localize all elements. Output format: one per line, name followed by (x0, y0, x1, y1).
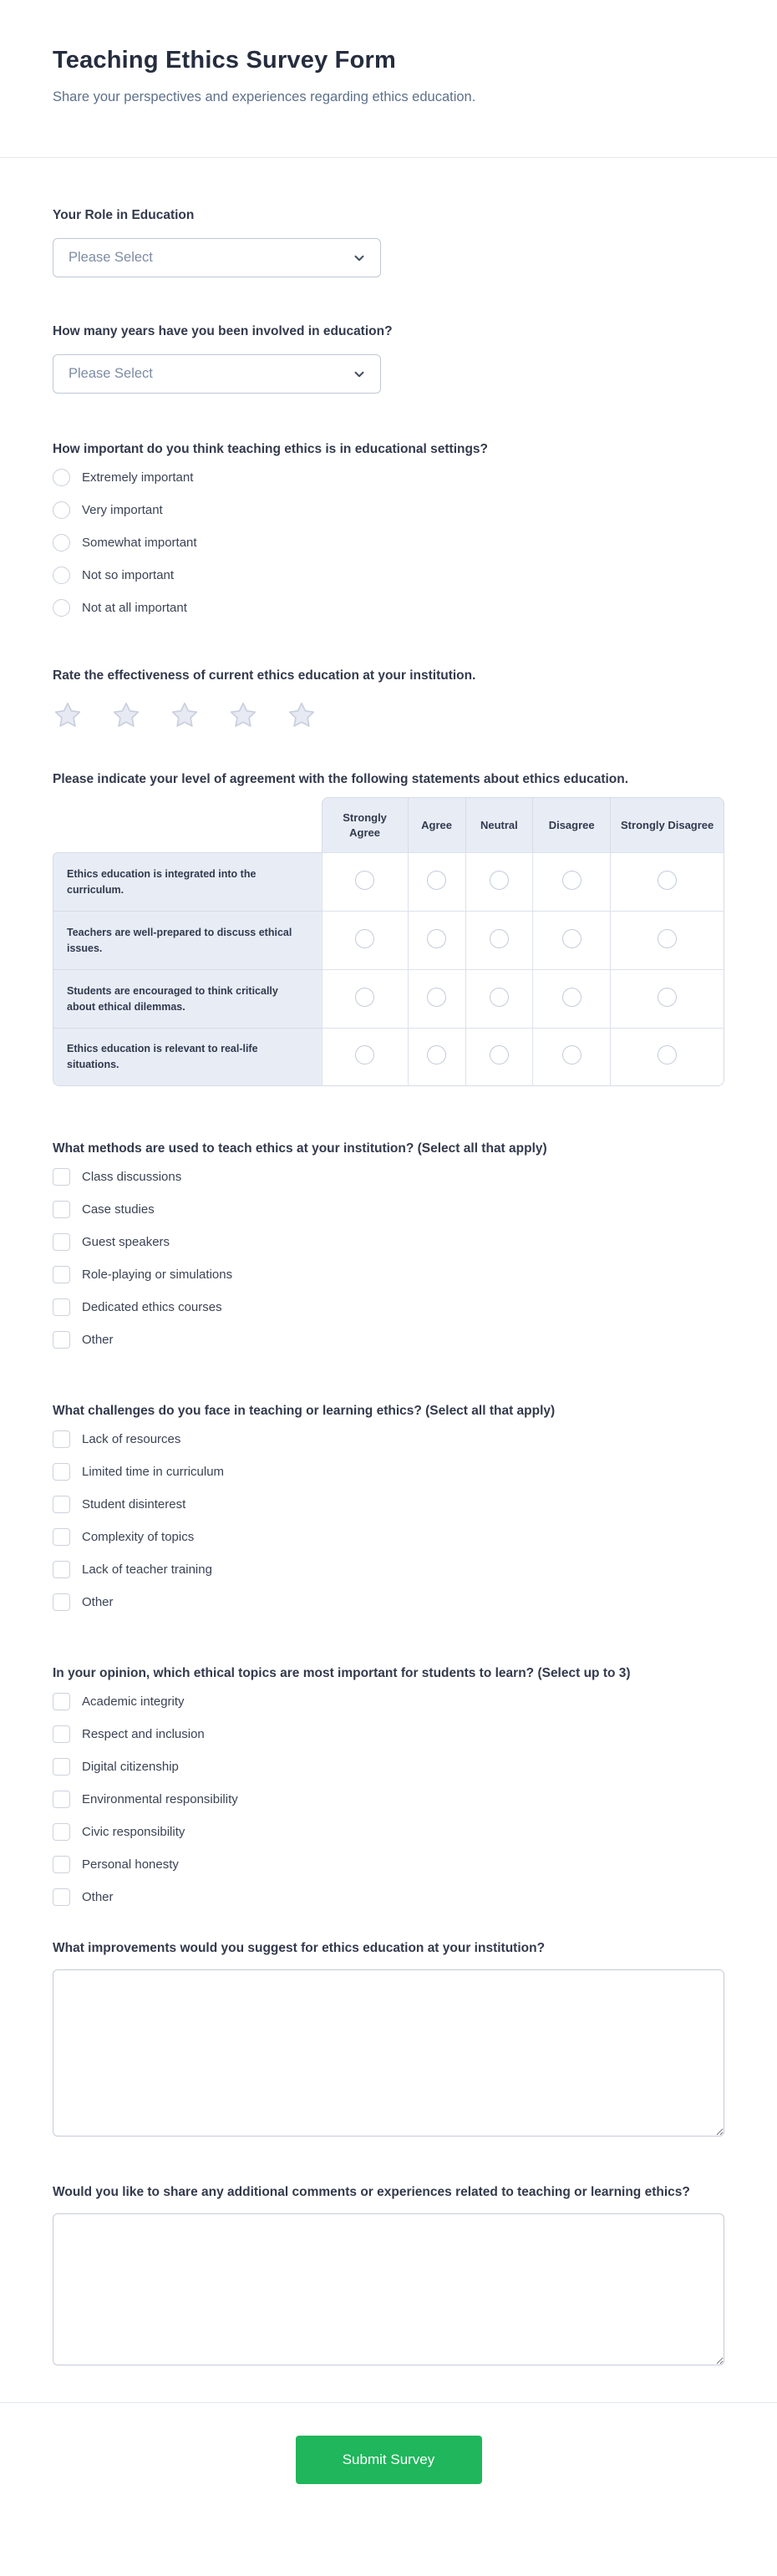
page-title: Teaching Ethics Survey Form (53, 47, 396, 74)
checkbox[interactable] (53, 1561, 70, 1578)
checkbox[interactable] (53, 1430, 70, 1448)
checkbox[interactable] (53, 1463, 70, 1481)
checkbox-option (53, 1725, 724, 1743)
star-rating (53, 700, 724, 730)
question-label-improvements: What improvements would you suggest for ethics education at your institution? (53, 1941, 546, 1955)
role-select-placeholder: Please Select (69, 250, 153, 265)
matrix-row (53, 1028, 724, 1086)
matrix-cell (610, 852, 724, 911)
checkbox-option-label: Academic integrity (82, 1694, 185, 1709)
star-icon[interactable] (287, 700, 317, 730)
checkbox-option-label: Other (82, 1333, 114, 1347)
radio-option-label: Very important (82, 503, 163, 517)
checkbox[interactable] (53, 1791, 70, 1808)
matrix-row (53, 852, 724, 911)
matrix-cell (408, 969, 465, 1028)
importance-radio-group (53, 469, 724, 617)
matrix-cell (408, 911, 465, 969)
radio-button[interactable] (53, 501, 70, 519)
checkbox-option-label: Lack of resources (82, 1432, 181, 1446)
radio-button[interactable] (53, 599, 70, 617)
star-icon[interactable] (170, 700, 200, 730)
radio-option (53, 567, 724, 584)
checkbox[interactable] (53, 1758, 70, 1776)
chevron-down-icon (352, 251, 367, 266)
question-label-topics: In your opinion, which ethical topics are most important for students to learn? (Select up to 3) (53, 1666, 631, 1680)
checkbox-option (53, 1856, 724, 1873)
years-select[interactable] (53, 354, 381, 394)
checkbox[interactable] (53, 1693, 70, 1710)
methods-checkbox-group (53, 1168, 724, 1349)
matrix-cell (465, 852, 532, 911)
topics-checkbox-group (53, 1693, 724, 1906)
matrix-cell (465, 1028, 532, 1086)
checkbox-option (53, 1823, 724, 1841)
matrix-cell (408, 852, 465, 911)
checkbox[interactable] (53, 1496, 70, 1513)
checkbox-option (53, 1430, 724, 1448)
checkbox-option (53, 1888, 724, 1906)
radio-option-label: Somewhat important (82, 536, 197, 550)
matrix-row-label: Ethics education is relevant to real-life situations. (53, 1028, 322, 1086)
agreement-matrix-table (53, 797, 724, 1086)
checkbox-option (53, 1168, 724, 1186)
question-label-challenges: What challenges do you face in teaching or learning ethics? (Select all that apply) (53, 1404, 556, 1418)
chevron-down-icon (352, 367, 367, 382)
matrix-cell (322, 911, 408, 969)
matrix-column-header: Neutral (465, 797, 532, 852)
radio-button[interactable] (53, 469, 70, 486)
checkbox-option-label: Respect and inclusion (82, 1727, 205, 1741)
matrix-cell (610, 1028, 724, 1086)
star-icon[interactable] (228, 700, 258, 730)
radio-button[interactable] (355, 929, 374, 948)
radio-button[interactable] (658, 929, 677, 948)
question-label-methods: What methods are used to teach ethics at your institution? (Select all that apply) (53, 1141, 547, 1156)
checkbox-option-label: Digital citizenship (82, 1760, 179, 1774)
checkbox[interactable] (53, 1233, 70, 1251)
checkbox-option (53, 1298, 724, 1316)
question-label-comments: Would you like to share any additional comments or experiences related to teaching or learning ethics? (53, 2185, 690, 2199)
radio-button[interactable] (427, 929, 446, 948)
radio-button[interactable] (562, 871, 581, 890)
matrix-column-header: Disagree (532, 797, 610, 852)
matrix-row-label: Ethics education is integrated into the curriculum. (53, 852, 322, 911)
matrix-column-header: Agree (408, 797, 465, 852)
page-subtitle: Share your perspectives and experiences regarding ethics education. (53, 89, 476, 104)
checkbox[interactable] (53, 1856, 70, 1873)
matrix-cell (532, 1028, 610, 1086)
improvements-textarea[interactable] (53, 1969, 724, 2137)
checkbox[interactable] (53, 1331, 70, 1349)
radio-button[interactable] (562, 988, 581, 1007)
matrix-cell (532, 911, 610, 969)
checkbox-option-label: Environmental responsibility (82, 1792, 238, 1806)
radio-button[interactable] (490, 1045, 509, 1064)
checkbox-option-label: Case studies (82, 1202, 155, 1217)
matrix-column-header: Strongly Disagree (610, 797, 724, 852)
checkbox-option-label: Personal honesty (82, 1857, 179, 1872)
question-label-importance: How important do you think teaching ethics is in educational settings? (53, 442, 489, 456)
radio-option (53, 599, 724, 617)
radio-button[interactable] (658, 1045, 677, 1064)
checkbox-option-label: Limited time in curriculum (82, 1465, 225, 1479)
radio-button[interactable] (427, 1045, 446, 1064)
checkbox[interactable] (53, 1201, 70, 1218)
matrix-row (53, 969, 724, 1028)
checkbox[interactable] (53, 1888, 70, 1906)
radio-option-label: Extremely important (82, 470, 194, 485)
checkbox-option-label: Role-playing or simulations (82, 1268, 233, 1282)
radio-button[interactable] (427, 988, 446, 1007)
matrix-cell (610, 911, 724, 969)
checkbox-option-label: Civic responsibility (82, 1825, 185, 1839)
matrix-row-label: Students are encouraged to think critically about ethical dilemmas. (53, 969, 322, 1028)
years-select-placeholder: Please Select (69, 366, 153, 381)
role-select[interactable] (53, 238, 381, 277)
question-label-effectiveness: Rate the effectiveness of current ethics education at your institution. (53, 668, 476, 683)
matrix-cell (322, 969, 408, 1028)
radio-button[interactable] (490, 929, 509, 948)
challenges-checkbox-group (53, 1430, 724, 1611)
checkbox-option (53, 1561, 724, 1578)
radio-button[interactable] (658, 988, 677, 1007)
checkbox-option-label: Dedicated ethics courses (82, 1300, 222, 1314)
checkbox-option (53, 1201, 724, 1218)
checkbox-option (53, 1233, 724, 1251)
matrix-cell (408, 1028, 465, 1086)
star-icon[interactable] (53, 700, 83, 730)
checkbox[interactable] (53, 1298, 70, 1316)
matrix-cell (465, 969, 532, 1028)
radio-option-label: Not so important (82, 568, 175, 582)
form-header (0, 0, 777, 107)
question-label-years: How many years have you been involved in education? (53, 324, 393, 338)
question-label-agreement: Please indicate your level of agreement with the following statements about ethics education. (53, 772, 629, 786)
star-icon[interactable] (111, 700, 141, 730)
matrix-column-header: Strongly Agree (322, 797, 408, 852)
checkbox-option-label: Other (82, 1890, 114, 1904)
checkbox[interactable] (53, 1528, 70, 1546)
form-body (0, 206, 777, 2365)
checkbox[interactable] (53, 1168, 70, 1186)
checkbox-option (53, 1463, 724, 1481)
header-divider (0, 157, 777, 158)
radio-option-label: Not at all important (82, 601, 187, 615)
matrix-cell (610, 969, 724, 1028)
checkbox-option-label: Complexity of topics (82, 1530, 195, 1544)
matrix-cell (532, 969, 610, 1028)
checkbox-option (53, 1331, 724, 1349)
radio-button[interactable] (53, 567, 70, 584)
checkbox-option (53, 1528, 724, 1546)
checkbox-option-label: Class discussions (82, 1170, 182, 1184)
submit-area (0, 2403, 777, 2526)
checkbox[interactable] (53, 1725, 70, 1743)
comments-textarea[interactable] (53, 2213, 724, 2365)
submit-button[interactable]: Submit Survey (296, 2436, 482, 2484)
radio-button[interactable] (427, 871, 446, 890)
checkbox[interactable] (53, 1823, 70, 1841)
matrix-corner-cell (53, 797, 322, 852)
radio-button[interactable] (490, 988, 509, 1007)
checkbox-option (53, 1758, 724, 1776)
matrix-row (53, 911, 724, 969)
checkbox-option-label: Lack of teacher training (82, 1562, 212, 1577)
radio-button[interactable] (490, 871, 509, 890)
matrix-cell (532, 852, 610, 911)
radio-button[interactable] (355, 988, 374, 1007)
checkbox[interactable] (53, 1266, 70, 1283)
matrix-row-label: Teachers are well-prepared to discuss ethical issues. (53, 911, 322, 969)
checkbox-option-label: Other (82, 1595, 114, 1609)
checkbox-option (53, 1496, 724, 1513)
matrix-cell (322, 852, 408, 911)
radio-button[interactable] (658, 871, 677, 890)
radio-option (53, 501, 724, 519)
matrix-header-row (53, 797, 724, 852)
checkbox-option-label: Guest speakers (82, 1235, 170, 1249)
matrix-cell (322, 1028, 408, 1086)
radio-option (53, 469, 724, 486)
checkbox-option (53, 1791, 724, 1808)
checkbox-option (53, 1693, 724, 1710)
radio-button[interactable] (53, 534, 70, 551)
checkbox-option (53, 1593, 724, 1611)
checkbox[interactable] (53, 1593, 70, 1611)
radio-button[interactable] (562, 929, 581, 948)
radio-option (53, 534, 724, 551)
radio-button[interactable] (355, 1045, 374, 1064)
radio-button[interactable] (562, 1045, 581, 1064)
matrix-cell (465, 911, 532, 969)
checkbox-option-label: Student disinterest (82, 1497, 186, 1512)
question-label-role: Your Role in Education (53, 208, 195, 222)
radio-button[interactable] (355, 871, 374, 890)
checkbox-option (53, 1266, 724, 1283)
